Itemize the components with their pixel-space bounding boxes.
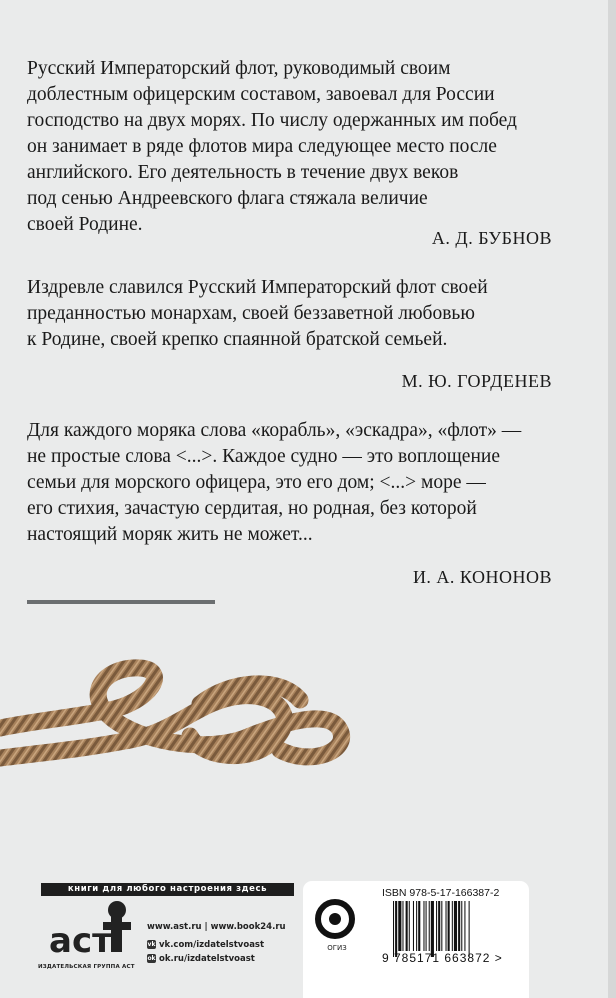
barcode-bar bbox=[461, 901, 462, 951]
social-link-vk[interactable] bbox=[147, 938, 286, 952]
barcode-bar bbox=[413, 901, 414, 951]
barcode-bar bbox=[448, 901, 450, 951]
quote-line: господство на двух морях. По числу одержанных им побед bbox=[27, 110, 517, 131]
barcode-bar bbox=[454, 901, 457, 951]
quote-line: преданностью монархам, своей беззаветной любовью bbox=[27, 303, 475, 324]
barcode-bar bbox=[409, 901, 410, 951]
barcode-bar bbox=[429, 901, 430, 951]
quote-kononov bbox=[27, 418, 567, 548]
ast-logo-text: аст bbox=[49, 921, 112, 961]
quote-line: доблестным офицерским составом, завоевал для России bbox=[27, 84, 495, 105]
barcode-bar bbox=[398, 901, 401, 951]
rope-knot-image bbox=[0, 640, 380, 790]
barcode-bar bbox=[426, 901, 427, 951]
ean-digits: 785171 663872 > bbox=[394, 951, 503, 965]
barcode-bar bbox=[418, 901, 420, 951]
barcode-bar bbox=[458, 901, 460, 951]
ast-logo bbox=[45, 900, 135, 968]
slogan-banner: книги для любого настроения здесь bbox=[41, 883, 294, 896]
barcode-bar bbox=[464, 901, 465, 951]
isbn-panel bbox=[303, 881, 529, 998]
quote-line: он занимает в ряде флотов мира следующее место после bbox=[27, 136, 497, 157]
isbn-number: ISBN 978-5-17-166387-2 bbox=[382, 887, 500, 899]
barcode-bar bbox=[395, 901, 397, 957]
barcode-bar bbox=[441, 901, 442, 951]
quote-line: семьи для морского офицера, это его дом; <...> море — bbox=[27, 472, 486, 493]
oguz-logo-label: ОГИЗ bbox=[327, 944, 347, 952]
barcode-bar bbox=[406, 901, 408, 951]
quote-line: его стихия, зачастую сердитая, но родная, без которой bbox=[27, 498, 477, 519]
quote-line: к Родине, своей крепко спаянной братской семьей. bbox=[27, 329, 448, 350]
ean-lead-digit: 9 bbox=[382, 951, 389, 965]
barcode-bar bbox=[393, 901, 394, 957]
quote-line: своей Родине. bbox=[27, 214, 143, 235]
quote-line: Издревле славился Русский Императорский флот своей bbox=[27, 277, 488, 298]
social-link-text: vk.com/izdatelstvoast bbox=[159, 940, 265, 950]
barcode-bar bbox=[431, 901, 434, 957]
quote-bubnov bbox=[27, 56, 567, 238]
quote-line: не простые слова <...>. Каждое судно — это воплощение bbox=[27, 446, 500, 467]
publisher-caption: ИЗДАТЕЛЬСКАЯ ГРУППА АСТ bbox=[38, 964, 135, 970]
barcode-bar bbox=[469, 901, 470, 957]
oguz-logo-icon bbox=[315, 899, 355, 939]
quote-gordenev bbox=[27, 275, 567, 353]
quote-line: Для каждого моряка слова «корабль», «эскадра», «флот» — bbox=[27, 420, 522, 441]
quote-line: английского. Его деятельность в течение двух веков bbox=[27, 162, 459, 183]
barcode-bar bbox=[438, 901, 440, 951]
ok-icon: ok bbox=[147, 955, 156, 962]
author-gordenev: М. Ю. ГОРДЕНЕВ bbox=[401, 371, 552, 391]
vk-icon: vk bbox=[147, 941, 156, 948]
author-kononov: И. А. КОНОНОВ bbox=[412, 567, 552, 587]
barcode-bar bbox=[423, 901, 424, 951]
publisher-links bbox=[147, 920, 286, 966]
barcode-bar bbox=[446, 901, 447, 951]
social-link-ok[interactable] bbox=[147, 952, 286, 966]
barcode-bar bbox=[402, 901, 403, 951]
websites-text[interactable]: www.ast.ru | www.book24.ru bbox=[147, 922, 286, 932]
quote-line: под сенью Андреевского флага стяжала величие bbox=[27, 188, 428, 209]
quote-line: настоящий моряк жить не может... bbox=[27, 524, 313, 545]
barcode-bar bbox=[436, 901, 437, 951]
quote-line: Русский Императорский флот, руководимый своим bbox=[27, 58, 451, 79]
barcode-bar bbox=[452, 901, 453, 951]
social-link-text: ok.ru/izdatelstvoast bbox=[159, 954, 255, 964]
barcode-bar bbox=[416, 901, 417, 951]
author-bubnov: А. Д. БУБНОВ bbox=[431, 228, 552, 248]
divider-rule bbox=[27, 600, 215, 604]
